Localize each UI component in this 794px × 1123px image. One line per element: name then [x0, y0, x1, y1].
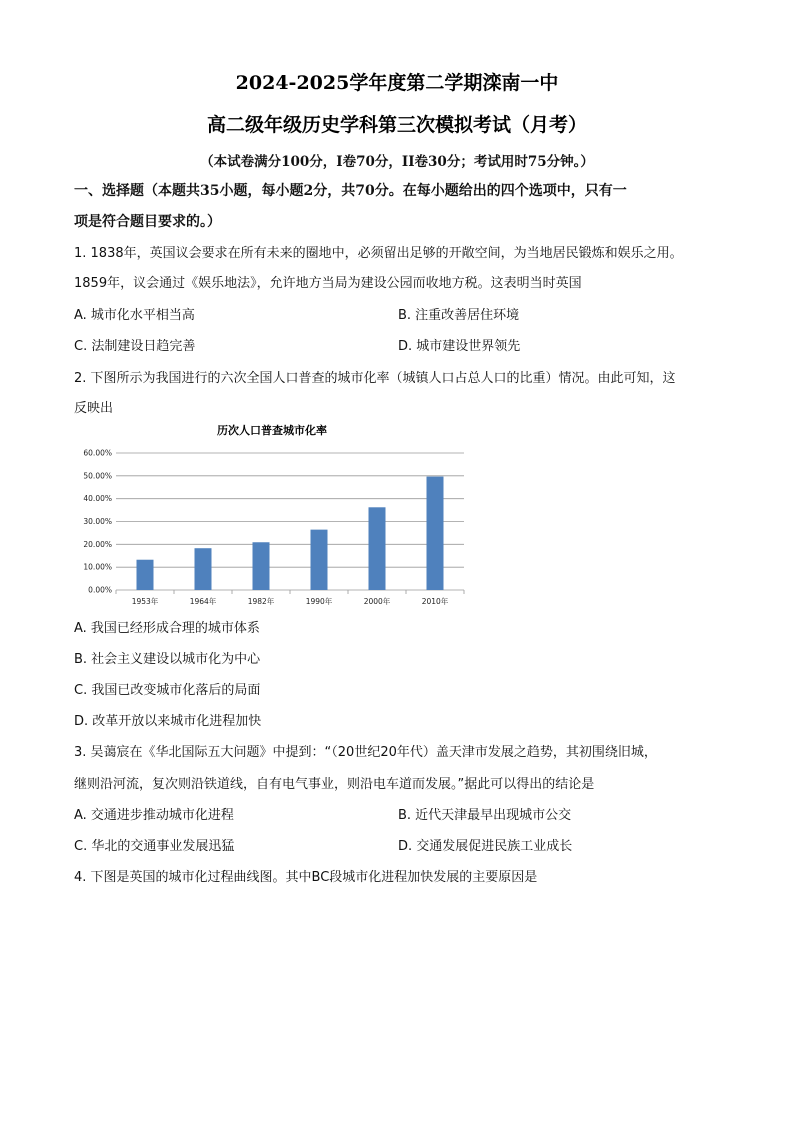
chart-bar	[195, 548, 212, 590]
question-2-option-a: A. 我国已经形成合理的城市体系	[74, 621, 260, 636]
question-1-option-c: C. 法制建设日趋完善	[74, 339, 196, 354]
chart-bar	[369, 507, 386, 590]
chart-x-tick-label: 1982年	[247, 597, 275, 606]
question-2-option-d: D. 改革开放以来城市化进程加快	[74, 714, 262, 729]
chart-gridlines	[116, 453, 464, 590]
question-3-stem-line1: 3. 吴蔼宸在《华北国际五大问题》中提到：“（20世纪20年代）盖天津市发展之趋势，其初围绕旧城，	[74, 745, 657, 760]
chart-y-tick-label: 0.00%	[88, 585, 112, 595]
exam-subtitle: （本试卷满分100分，I卷70分，II卷30分；考试用时75分钟。）	[200, 154, 594, 170]
question-3-stem-line2: 继则沿河流，复次则沿铁道线，自有电气事业，则沿电车道而发展。”据此可以得出的结论是	[74, 777, 595, 792]
question-4-stem-line1: 4. 下图是英国的城市化过程曲线图。其中BC段城市化进程加快发展的主要原因是	[74, 870, 538, 885]
question-2-option-c: C. 我国已改变城市化落后的局面	[74, 683, 261, 698]
chart-y-tick-label: 30.00%	[83, 517, 112, 526]
question-3-option-b: B. 近代天津最早出现城市公交	[398, 808, 572, 823]
question-3-option-c: C. 华北的交通事业发展迅猛	[74, 839, 235, 854]
chart-x-axis	[116, 590, 464, 606]
question-2-option-b: B. 社会主义建设以城市化为中心	[74, 652, 261, 667]
section-heading-line2: 项是符合题目要求的。）	[74, 214, 221, 230]
question-3-option-a: A. 交通进步推动城市化进程	[74, 808, 234, 823]
question-3-option-d: D. 交通发展促进民族工业成长	[398, 839, 573, 854]
chart-y-tick-label: 60.00%	[83, 448, 112, 458]
urbanization-bar-chart	[72, 420, 472, 616]
exam-title-line2: 高二级年级历史学科第三次模拟考试（月考）	[206, 114, 587, 136]
chart-x-tick-label: 1990年	[305, 597, 333, 606]
question-2-stem-line2: 反映出	[74, 401, 114, 416]
question-1-option-b: B. 注重改善居住环境	[398, 308, 520, 323]
chart-bar	[427, 477, 444, 590]
chart-bar	[137, 560, 154, 590]
chart-bar	[311, 530, 328, 590]
chart-y-tick-label: 50.00%	[83, 471, 112, 481]
chart-y-tick-label: 40.00%	[83, 494, 112, 504]
chart-bar	[253, 542, 270, 590]
chart-bars	[137, 477, 444, 590]
question-1-option-a: A. 城市化水平相当高	[74, 308, 195, 323]
chart-x-tick-label: 2000年	[363, 597, 391, 606]
exam-title-line1: 2024-2025学年度第二学期滦南一中	[235, 72, 559, 94]
chart-x-tick-label: 2010年	[421, 597, 449, 606]
chart-title: 历次人口普查城市化率	[217, 424, 327, 437]
section-heading-line1: 一、选择题（本题共35小题，每小题2分，共70分。在每小题给出的四个选项中，只有一	[74, 183, 627, 199]
question-1-option-d: D. 城市建设世界领先	[398, 339, 521, 354]
chart-y-axis	[83, 449, 112, 595]
chart-y-tick-label: 20.00%	[83, 539, 112, 549]
question-2-stem-line1: 2. 下图所示为我国进行的六次全国人口普查的城市化率（城镇人口占总人口的比重）情况。由此可知，这	[74, 371, 676, 386]
chart-x-tick-label: 1964年	[189, 597, 217, 606]
chart-x-tick-label: 1953年	[131, 597, 159, 606]
question-1-stem-line1: 1. 1838年，英国议会要求在所有未来的圈地中，必须留出足够的开敞空间，为当地居民锻炼和娱乐之用。	[74, 246, 683, 261]
question-1-stem-line2: 1859年，议会通过《娱乐地法》，允许地方当局为建设公园而收地方税。这表明当时英国	[74, 276, 582, 291]
chart-y-tick-label: 10.00%	[83, 562, 112, 572]
